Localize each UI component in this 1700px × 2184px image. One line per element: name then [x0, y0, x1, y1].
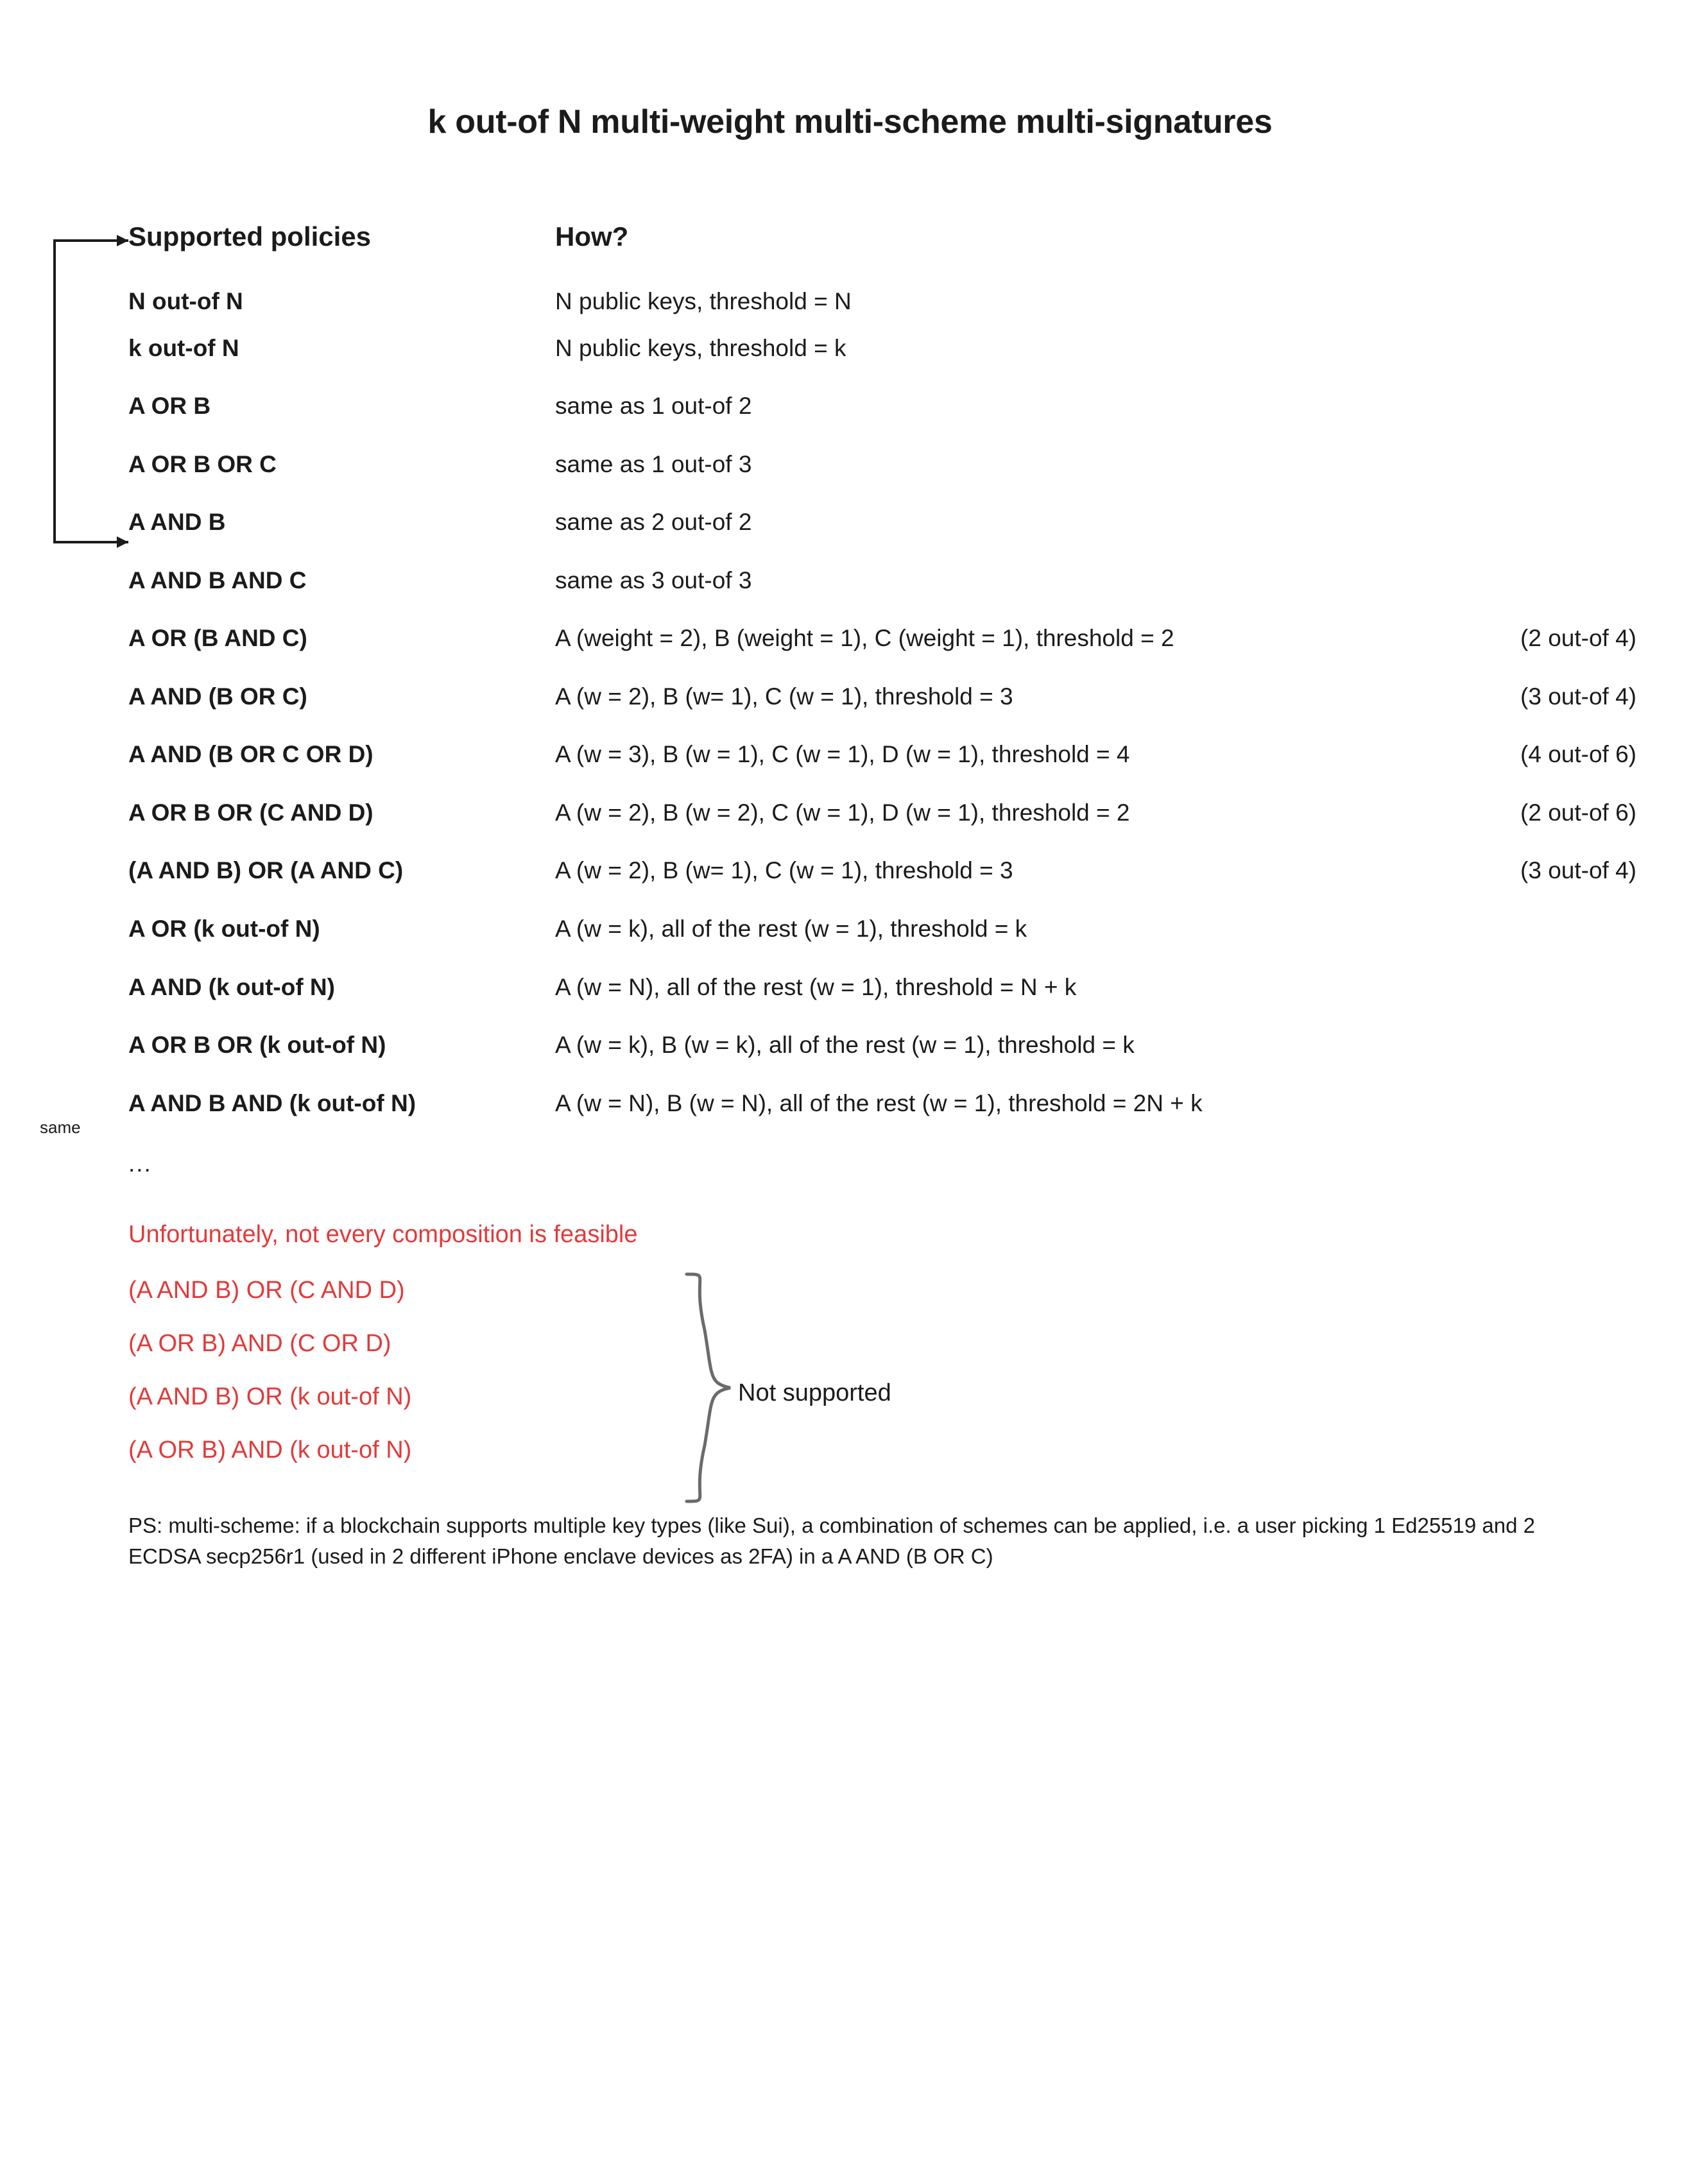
table-row — [128, 974, 1669, 1002]
same-bracket-annotation — [32, 221, 160, 606]
policy-count: (3 out-of 4) — [1520, 857, 1636, 884]
spacer — [128, 885, 1669, 916]
spacer — [128, 316, 1669, 335]
list-item: (A OR B) AND (C OR D) — [128, 1330, 391, 1358]
policy-how: A (w = k), B (w = k), all of the rest (w = 1), threshold = k — [555, 1032, 1135, 1059]
page-title: k out-of N multi-weight multi-scheme multi-signatures — [427, 103, 1273, 141]
list-item: (A OR B) AND (k out-of N) — [128, 1437, 412, 1464]
policy-label: A OR B OR C — [128, 450, 277, 477]
table-row — [128, 509, 1669, 536]
spacer — [128, 594, 1669, 625]
table-row — [128, 1032, 1669, 1059]
policy-label: A AND (B OR C OR D) — [128, 741, 373, 768]
policy-how: same as 2 out-of 2 — [555, 509, 752, 536]
spacer — [128, 769, 1669, 799]
table-row — [128, 393, 1669, 420]
policy-table — [128, 221, 1669, 1572]
policy-how: A (w = N), B (w = N), all of the rest (w = 1), threshold = 2N + k — [555, 1089, 1203, 1116]
table-row — [128, 288, 1669, 316]
policy-label: k out-of N — [128, 334, 239, 361]
ps-note: PS: multi-scheme: if a blockchain supports multiple key types (like Sui), a combination of schemes can be applied, i.e. a user picking 1 Ed25519 and 2 ECDSA secp256r1 (used in 2 different iPhone enclave devices as 2FA) in a A AND (B OR C) — [128, 1514, 1535, 1569]
policy-label: A OR (k out-of N) — [128, 916, 320, 943]
policy-label: A AND B AND (k out-of N) — [128, 1089, 416, 1116]
policy-label: A AND B — [128, 509, 226, 536]
policy-label: A OR B OR (C AND D) — [128, 799, 373, 826]
policy-label: A OR B OR (k out-of N) — [128, 1032, 386, 1059]
policy-how: same as 1 out-of 3 — [555, 450, 752, 477]
policy-count: (3 out-of 4) — [1520, 683, 1636, 710]
policy-how: N public keys, threshold = k — [555, 334, 846, 361]
spacer — [128, 478, 1669, 509]
policy-label: A OR B — [128, 393, 211, 420]
policy-how: same as 3 out-of 3 — [555, 567, 752, 593]
spacer — [128, 943, 1669, 974]
spacer — [128, 1001, 1669, 1032]
spacer — [128, 653, 1669, 683]
table-row — [128, 567, 1669, 595]
policy-how: A (w = k), all of the rest (w = 1), threshold = k — [555, 916, 1027, 943]
policy-how: A (w = 3), B (w = 1), C (w = 1), D (w = 1), threshold = 4 — [555, 741, 1130, 768]
table-row — [128, 451, 1669, 479]
policy-count: (2 out-of 6) — [1520, 799, 1636, 826]
table-row — [128, 741, 1669, 769]
policy-how: same as 1 out-of 2 — [555, 393, 752, 420]
spacer — [128, 1059, 1669, 1090]
spacer — [128, 362, 1669, 393]
policy-label: N out-of N — [128, 288, 243, 314]
policy-how: A (w = 2), B (w= 1), C (w = 1), threshold = 3 — [555, 857, 1013, 884]
table-row — [128, 683, 1669, 711]
policy-count: (4 out-of 6) — [1520, 741, 1636, 768]
table-row — [128, 857, 1669, 885]
policy-label: A AND (B OR C) — [128, 683, 307, 710]
same-annotation-label: same — [40, 1118, 81, 1137]
table-header-row — [128, 221, 1669, 252]
list-item: (A AND B) OR (k out-of N) — [128, 1383, 412, 1411]
policy-how: A (w = 2), B (w= 1), C (w = 1), threshold = 3 — [555, 683, 1013, 710]
spacer — [128, 710, 1669, 741]
table-row — [128, 1090, 1669, 1118]
ellipsis-marker: ... — [128, 1150, 152, 1177]
infeasible-note: Unfortunately, not every composition is feasible — [128, 1221, 638, 1249]
unsupported-list — [128, 1277, 1669, 1464]
diagram-page — [0, 103, 1700, 2184]
table-row — [128, 916, 1669, 943]
table-row — [128, 799, 1669, 827]
policy-how: A (weight = 2), B (weight = 1), C (weight = 1), threshold = 2 — [555, 625, 1174, 652]
spacer — [128, 252, 1669, 288]
list-item: (A AND B) OR (C AND D) — [128, 1277, 405, 1304]
spacer — [128, 420, 1669, 451]
policy-how: A (w = N), all of the rest (w = 1), threshold = N + k — [555, 973, 1077, 1000]
header-how: How? — [555, 221, 629, 252]
spacer — [128, 826, 1669, 857]
header-supported-policies: Supported policies — [128, 221, 372, 252]
not-supported-label: Not supported — [738, 1379, 891, 1407]
policy-how: N public keys, threshold = N — [555, 288, 852, 314]
policy-label: A AND (k out-of N) — [128, 973, 335, 1000]
spacer — [128, 536, 1669, 567]
table-row — [128, 335, 1669, 363]
policy-label: A AND B AND C — [128, 567, 307, 593]
policy-count: (2 out-of 4) — [1520, 625, 1636, 652]
policy-label: A OR (B AND C) — [128, 625, 307, 652]
table-row — [128, 625, 1669, 653]
policy-label: (A AND B) OR (A AND C) — [128, 857, 404, 884]
policy-how: A (w = 2), B (w = 2), C (w = 1), D (w = 1), threshold = 2 — [555, 799, 1130, 826]
